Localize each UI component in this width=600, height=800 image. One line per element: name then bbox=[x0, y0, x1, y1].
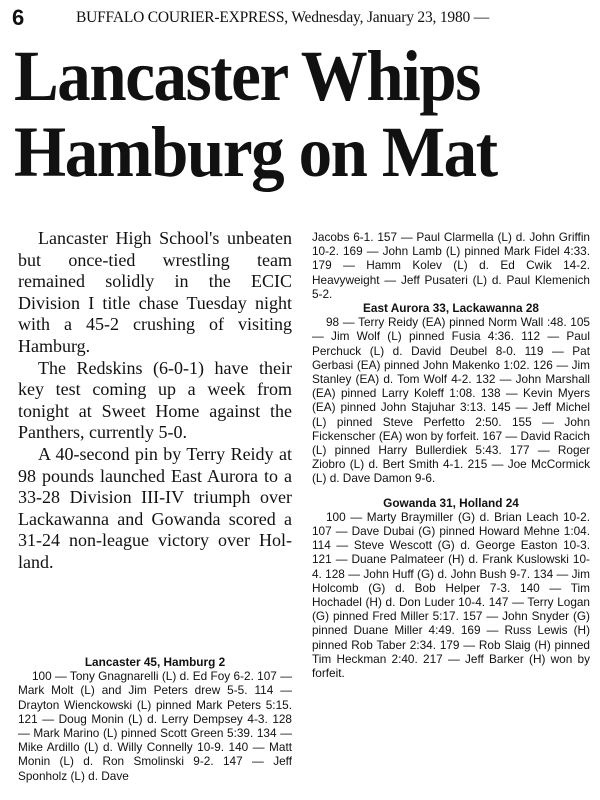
story-body bbox=[18, 228, 292, 574]
section-gap bbox=[312, 486, 590, 496]
story-paragraph: A 40-second pin by Terry Reidy at 98 pounds launched East Aurora to a 33-28 Division III-IV triumph over Lackawanna and Gowanda scored a 31-24 non-league victory over Holland. bbox=[18, 443, 292, 572]
result-text: 98 — Terry Reidy (EA) pinned Norm Wall :48. 105 — Jim Wolf (L) pinned Fusia 4:36. 112 — Paul Perchuck (L) d. David Deubel 8-0. 119 — Pat Gerbasi (EA) pinned John Makenko 1:02. 126 — Jim Stanley (EA) d. Tom Wolf 4-2. 132 — John Marshall (EA) pinned Larry Koleff 1:08. 138 — Kevin Myers (EA) pinned John Stajuhar 3:13. 145 — Jeff Michel (L) pinned Steve Perfetto 2:50. 155 — John Fickenscher (EA) won by forfeit. 167 — David Racich (L) pinned Harry Bullerdiek 5:43. 177 — Roger Ziobro (L) d. Bert Smith 4-1. 215 — Joe McCormick (L) d. Dave Damon 9-6. bbox=[312, 315, 590, 486]
masthead-dateline: BUFFALO COURIER-EXPRESS, Wednesday, January 23, 1980 — bbox=[76, 9, 490, 26]
page-folio bbox=[12, 4, 489, 32]
results-column-right bbox=[312, 230, 590, 680]
story-paragraph: Lancaster High School's unbeaten but once-tied wrestling team remained solidly in the ECIC Division I title chase Tuesday night with a 45-2 crushing of visiting Hamburg. bbox=[18, 228, 292, 356]
story-paragraph: The Redskins (6-0-1) have their key test coming up a week from tonight at Sweet Home against the Panthers, currently 5-0. bbox=[18, 357, 292, 443]
result-text: 100 — Marty Braymiller (G) d. Brian Leach 10-2. 107 — Dave Dubai (G) pinned Howard Mehne 1:04. 114 — Steve Wescott (G) d. George Easton 10-3. 121 — Duane Palmateer (H) d. Frank Kuslowski 10-4. 128 — John Huff (G) d. John Bush 9-7. 134 — Jim Holcomb (G) d. Bob Helper 7-3. 140 — Tim Hochadel (H) d. Don Luder 10-4. 147 — Terry Logan (G) pinned Fred Miller 5:17. 157 — John Snyder (G) pinned Duane Miller 4:49. 169 — Russ Lewis (H) pinned Rob Taber 2:34. 179 — Rob Slaig (H) pinned Tim Heckman 2:40. 217 — Jeff Barker (H) won by forfeit. bbox=[312, 509, 590, 681]
result-heading: Gowanda 31, Holland 24 bbox=[383, 495, 519, 510]
headline-line-1: Lancaster Whips bbox=[14, 36, 480, 116]
page-number: 6 bbox=[12, 5, 25, 30]
result-text-continued: Jacobs 6-1. 157 — Paul Clarmella (L) d. John Griffin 10-2. 169 — John Lamb (L) pinned Mark Fidel 4:33. 179 — Hamm Kolev (L) d. Ed Cwik 14-2. Heavyweight — Jeff Pusateri (L) d. Paul Klemenich 5-2. bbox=[312, 230, 590, 301]
headline-line-2: Hamburg on Mat bbox=[14, 112, 497, 192]
result-text: 100 — Tony Gnagnarelli (L) d. Ed Foy 6-2. 107 — Mark Molt (L) and Jim Peters drew 5-5. 114 — Drayton Wienckowski (L) pinned Mark Peters 5:15. 121 — Doug Monin (L) d. Lerry Dempsey 4-3. 128 — Mark Marino (L) pinned Scott Green 5:39. 134 — Mike Ardillo (L) d. Willy Connelly 10-9. 140 — Matt Monin (L) d. Ron Smolinski 9-2. 147 — Jeff Sponholz (L) d. Dave bbox=[18, 669, 292, 783]
results-column-left bbox=[18, 655, 292, 783]
headline bbox=[14, 38, 553, 190]
result-heading: East Aurora 33, Lackawanna 28 bbox=[363, 301, 539, 316]
result-heading: Lancaster 45, Hamburg 2 bbox=[84, 655, 226, 669]
